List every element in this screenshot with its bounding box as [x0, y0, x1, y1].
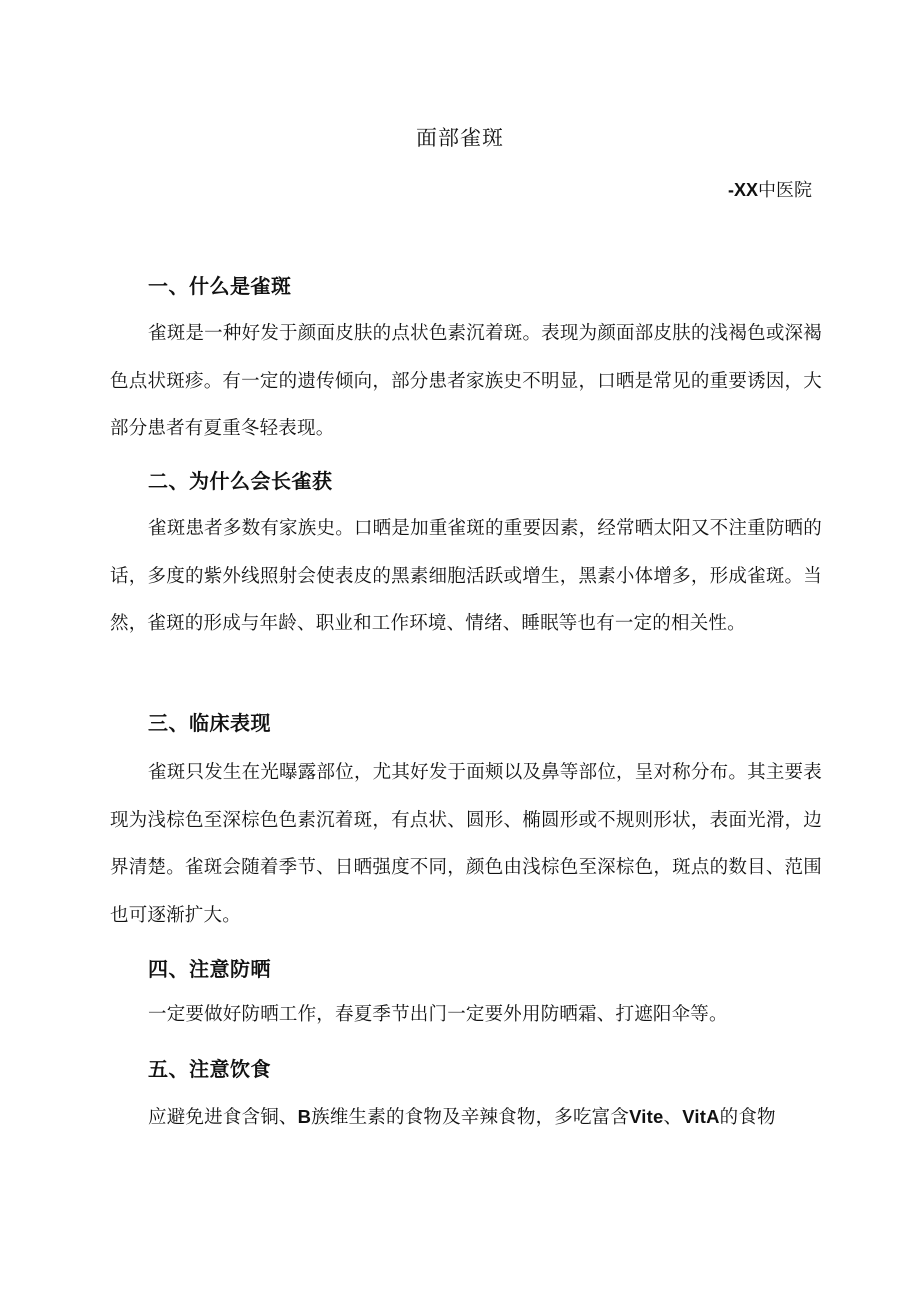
section-heading-4: 四、注意防晒 [148, 957, 271, 981]
section-heading-2: 二、为什么会长雀获 [148, 469, 333, 493]
section-body-5 [110, 1093, 822, 1142]
section-heading-5: 五、注意饮食 [148, 1057, 271, 1081]
diet-vit-e: Vite [629, 1106, 664, 1127]
section-body-3: 雀斑只发生在光曝露部位，尤其好发于面颊以及鼻等部位，呈对称分布。其主要表现为浅棕色至深棕色色素沉着斑，有点状、圆形、椭圆形或不规则形状，表面光滑，边界清楚。雀斑会随着季节、日晒强度不同，颜色由浅棕色至深棕色，斑点的数目、范围也可逐渐扩大。 [110, 762, 822, 926]
section-body-1: 雀斑是一种好发于颜面皮肤的点状色素沉着斑。表现为颜面部皮肤的浅褐色或深褐色点状斑疹。有一定的遗传倾向，部分患者家族史不明显，口晒是常见的重要诱因，大部分患者有夏重冬轻表现。 [110, 323, 822, 439]
diet-vitamin-b: B [297, 1106, 312, 1127]
section-body-2: 雀斑患者多数有家族史。口晒是加重雀斑的重要因素，经常晒太阳又不注重防晒的话，多度的紫外线照射会使表皮的黑素细胞活跃或增生，黑素小体增多，形成雀斑。当然，雀斑的形成与年龄、职业和工作环境、情绪、睡眠等也有一定的相关性。 [110, 518, 822, 634]
author-prefix: -XX [727, 180, 758, 200]
diet-text-1: 应避免进食含铜、 [148, 1107, 298, 1128]
diet-text-3: 的食物 [719, 1107, 776, 1128]
page-title: 面部雀斑 [416, 126, 504, 150]
author-line [728, 176, 812, 202]
section-heading-3: 三、临床表现 [148, 711, 271, 735]
diet-separator: 、 [663, 1107, 683, 1128]
diet-vit-a: VitA [682, 1106, 720, 1127]
author-suffix: 中医院 [758, 180, 812, 201]
diet-text-2: 族维生素的食物及辛辣食物，多吃富含 [311, 1107, 630, 1128]
section-body-4: 一定要做好防晒工作，春夏季节出门一定要外用防晒霜、打遮阳伞等。 [148, 1004, 728, 1025]
section-heading-1: 一、什么是雀斑 [148, 274, 292, 298]
